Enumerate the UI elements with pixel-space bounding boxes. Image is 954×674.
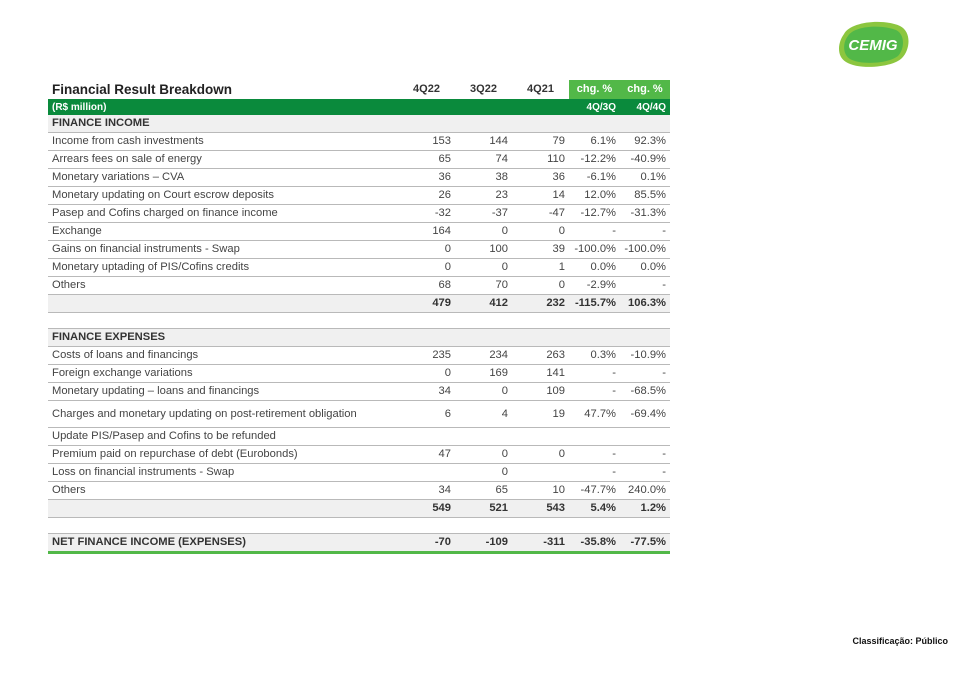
row-label: Monetary updating on Court escrow deposits <box>48 187 398 205</box>
cell-chg-q: - <box>569 464 620 482</box>
cell-chg-q: - <box>569 223 620 241</box>
cell-q3-22: 70 <box>455 277 512 295</box>
col-header-chg-y: chg. % <box>620 80 670 99</box>
cell-q3-22: 65 <box>455 482 512 500</box>
cell-q4-22: 47 <box>398 446 455 464</box>
row-label: Gains on financial instruments - Swap <box>48 241 398 259</box>
cell-q4-22: 65 <box>398 151 455 169</box>
cell-chg-y: - <box>620 223 670 241</box>
cell-chg-q: -47.7% <box>569 482 620 500</box>
table-row <box>48 347 670 365</box>
cell-q3-22: 23 <box>455 187 512 205</box>
table-row <box>48 205 670 223</box>
cell-chg-y: 92.3% <box>620 133 670 151</box>
cell-q4-22 <box>398 464 455 482</box>
col-header-chg-q: chg. % <box>569 80 620 99</box>
logo-text: CEMIG <box>848 37 898 54</box>
cell-q4-21 <box>512 428 569 446</box>
cell-q3-22 <box>455 428 512 446</box>
cell-q3-22: 0 <box>455 446 512 464</box>
cell-chg-q: 47.7% <box>569 401 620 428</box>
cell-q4-22: 36 <box>398 169 455 187</box>
cell-q3-22: 169 <box>455 365 512 383</box>
cell-q4-22: 0 <box>398 241 455 259</box>
cell-q3-22: -37 <box>455 205 512 223</box>
cell-q4-21: 79 <box>512 133 569 151</box>
income-total-row: 479 412 232 -115.7% 106.3% <box>48 295 670 313</box>
cell-q3-22: 234 <box>455 347 512 365</box>
table-row <box>48 401 670 428</box>
cell-chg-q: 0.3% <box>569 347 620 365</box>
section-finance-income: FINANCE INCOME <box>48 115 670 133</box>
row-label: Charges and monetary updating on post-retirement obligation <box>48 401 398 428</box>
row-label: Foreign exchange variations <box>48 365 398 383</box>
cell-q3-22: 0 <box>455 464 512 482</box>
cell-q4-21: 110 <box>512 151 569 169</box>
cell-chg-y: -68.5% <box>620 383 670 401</box>
cell-chg-y: - <box>620 464 670 482</box>
table-row <box>48 464 670 482</box>
cell-q4-21 <box>512 464 569 482</box>
expense-rows <box>48 347 670 500</box>
cell-q4-22 <box>398 428 455 446</box>
cemig-logo <box>836 20 910 68</box>
table-row <box>48 259 670 277</box>
table-row <box>48 223 670 241</box>
cell-chg-q: -6.1% <box>569 169 620 187</box>
cell-chg-q <box>569 428 620 446</box>
cell-q4-22: 34 <box>398 383 455 401</box>
cell-chg-q: - <box>569 365 620 383</box>
cell-q4-22: 68 <box>398 277 455 295</box>
row-label: Income from cash investments <box>48 133 398 151</box>
row-label: Costs of loans and financings <box>48 347 398 365</box>
cell-q4-21: 36 <box>512 169 569 187</box>
cell-q4-22: 6 <box>398 401 455 428</box>
cell-q4-21: 19 <box>512 401 569 428</box>
cell-chg-y <box>620 428 670 446</box>
table-row <box>48 446 670 464</box>
expenses-total-row: 549 521 543 5.4% 1.2% <box>48 500 670 518</box>
cell-chg-q: - <box>569 446 620 464</box>
cell-chg-q: - <box>569 383 620 401</box>
spacer-row <box>48 313 670 329</box>
col-header-4q22: 4Q22 <box>413 83 440 95</box>
row-label: Monetary variations – CVA <box>48 169 398 187</box>
unit-row <box>48 99 670 115</box>
row-label: Pasep and Cofins charged on finance income <box>48 205 398 223</box>
cell-chg-y: - <box>620 277 670 295</box>
section-finance-expenses: FINANCE EXPENSES <box>48 329 670 347</box>
cell-q4-22: 153 <box>398 133 455 151</box>
cell-q3-22: 74 <box>455 151 512 169</box>
cell-q4-22: 0 <box>398 259 455 277</box>
cell-chg-q: 12.0% <box>569 187 620 205</box>
cell-chg-q: -12.7% <box>569 205 620 223</box>
table-title: Financial Result Breakdown <box>52 82 233 97</box>
cell-chg-y: -40.9% <box>620 151 670 169</box>
row-label: Monetary updating – loans and financings <box>48 383 398 401</box>
cell-q3-22: 0 <box>455 223 512 241</box>
row-label: Others <box>48 482 398 500</box>
cell-q4-21: 0 <box>512 223 569 241</box>
cell-chg-y: -100.0% <box>620 241 670 259</box>
cell-q4-22: 235 <box>398 347 455 365</box>
cell-chg-y: 240.0% <box>620 482 670 500</box>
row-label: Monetary uptading of PIS/Cofins credits <box>48 259 398 277</box>
cell-chg-q: 6.1% <box>569 133 620 151</box>
classification-label: Classificação: Público <box>852 636 948 646</box>
financial-result-table <box>48 80 670 554</box>
table-title-row <box>48 80 670 99</box>
table-row <box>48 277 670 295</box>
cell-chg-y: - <box>620 446 670 464</box>
row-label: Update PIS/Pasep and Cofins to be refunded <box>48 428 398 446</box>
table-row <box>48 169 670 187</box>
cell-q4-22: 0 <box>398 365 455 383</box>
cell-q3-22: 144 <box>455 133 512 151</box>
income-rows <box>48 133 670 295</box>
table-row <box>48 133 670 151</box>
table-row <box>48 151 670 169</box>
row-label: Arrears fees on sale of energy <box>48 151 398 169</box>
cell-chg-y: - <box>620 365 670 383</box>
row-label: Exchange <box>48 223 398 241</box>
table-row <box>48 482 670 500</box>
cell-chg-y: 0.0% <box>620 259 670 277</box>
cell-chg-q: 0.0% <box>569 259 620 277</box>
row-label: Others <box>48 277 398 295</box>
cell-q4-21: -47 <box>512 205 569 223</box>
col-header-4q21: 4Q21 <box>527 83 554 95</box>
cell-q4-21: 141 <box>512 365 569 383</box>
table-row <box>48 187 670 205</box>
row-label: Premium paid on repurchase of debt (Eurobonds) <box>48 446 398 464</box>
cell-q4-22: 34 <box>398 482 455 500</box>
cell-q4-21: 0 <box>512 446 569 464</box>
cell-q3-22: 0 <box>455 383 512 401</box>
cell-chg-y: -10.9% <box>620 347 670 365</box>
cell-q4-21: 0 <box>512 277 569 295</box>
cell-q3-22: 0 <box>455 259 512 277</box>
table-row <box>48 365 670 383</box>
sub-header-4q4q: 4Q/4Q <box>620 99 670 115</box>
cell-q3-22: 38 <box>455 169 512 187</box>
cell-chg-y: 85.5% <box>620 187 670 205</box>
table-row <box>48 383 670 401</box>
cell-q4-22: 26 <box>398 187 455 205</box>
cell-chg-y: -31.3% <box>620 205 670 223</box>
spacer-row <box>48 518 670 534</box>
cell-chg-y: 0.1% <box>620 169 670 187</box>
unit-label: (R$ million) <box>48 99 398 115</box>
sub-header-4q3q: 4Q/3Q <box>569 99 620 115</box>
cell-q4-21: 263 <box>512 347 569 365</box>
cell-q3-22: 4 <box>455 401 512 428</box>
table-row <box>48 241 670 259</box>
cell-chg-q: -2.9% <box>569 277 620 295</box>
cell-q4-21: 1 <box>512 259 569 277</box>
cell-q4-21: 10 <box>512 482 569 500</box>
col-header-3q22: 3Q22 <box>470 83 497 95</box>
table-row <box>48 428 670 446</box>
net-finance-row: NET FINANCE INCOME (EXPENSES) -70 -109 -311 -35.8% -77.5% <box>48 534 670 553</box>
cell-chg-q: -100.0% <box>569 241 620 259</box>
cell-q4-21: 39 <box>512 241 569 259</box>
row-label: Loss on financial instruments - Swap <box>48 464 398 482</box>
cell-q4-22: -32 <box>398 205 455 223</box>
cell-q3-22: 100 <box>455 241 512 259</box>
cell-chg-q: -12.2% <box>569 151 620 169</box>
cell-chg-y: -69.4% <box>620 401 670 428</box>
cell-q4-22: 164 <box>398 223 455 241</box>
cell-q4-21: 14 <box>512 187 569 205</box>
cell-q4-21: 109 <box>512 383 569 401</box>
